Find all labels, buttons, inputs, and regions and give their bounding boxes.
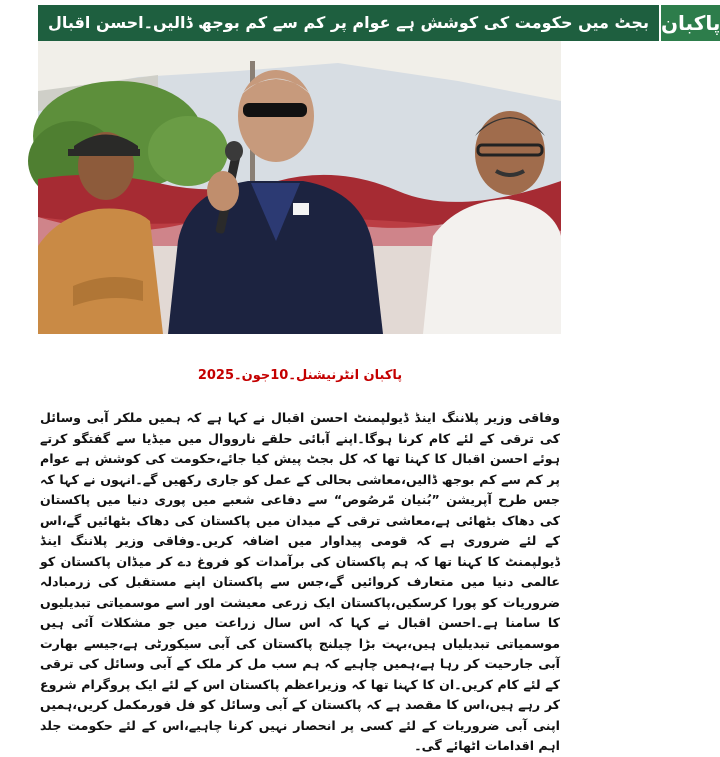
article-paragraph: وفاقی وزیر پلاننگ اینڈ ڈیولپمنٹ احسن اقبال نے کہا ہے کہ ہمیں ملکر آبی وسائل کی ترقی کے لئے کام کرنا ہوگا۔اپنے آبائی حلقے نارووال میں میڈیا سے گفتگو کرتے ہوئے احسن اقبال کا کہنا تھا کہ کل بجٹ پیش کیا جائے،حکومت کی کوشش ہے عوام پر کم سے کم بوجھ ڈالیں،معاشی بحالی کے عمل کو جاری رکھیں گے۔انہوں نے کہا کہ جس طرح آپریشن ”بُنیان مّرصُوص“ سے دفاعی شعبے میں پوری دنیا میں پاکستان کی دھاک بٹھائی ہے،معاشی ترقی کے میدان میں پاکستان کی دھاک بٹھائیں گے،اس کے لئے ضروری ہے کہ قومی پیداوار میں اضافہ کریں۔وفاقی وزیر پلاننگ اینڈ ڈیولپمنٹ کا کہنا تھا کہ ہم پاکستان کی برآمدات کو فروغ دے کر میڈان پاکستان کو عالمی دنیا میں متعارف کروائیں گے،جس سے پاکستان اپنے مستقبل کی زرمبادلہ ضروریات کو پورا کرسکیں،پاکستان ایک زرعی معیشت اور اسے موسمیاتی تبدیلیوں کا سامنا ہے۔احسن اقبال نے کہا کہ اس سال زراعت میں جو مشکلات آئی ہیں موسمیاتی تبدیلیاں ہیں،بہت بڑا چیلنج پاکستان کی آبی سیکورٹی ہے،جیسے بھارت آبی جارحیت کر رہا ہے،ہمیں چاہیے کہ ہم سب مل کر ملک کے آبی وسائل کی ترقی کے لئے کام کریں۔ان کا کہنا تھا کہ وزیراعظم پاکستان اس کے لئے ایک پروگرام شروع کر رہے ہیں،اس کا مقصد ہے کہ پاکستان کے آبی وسائل کو فل فورمکمل کریں،ہمیں اپنی آبی ضروریات کے لئے کسی پر انحصار نہیں کرنا چاہیے،اس کے لئے حکومت جلد اہم اقدامات اٹھائے گی۔ (40, 410, 560, 753)
header-banner (38, 5, 720, 41)
news-photo-illustration (38, 41, 561, 334)
article-body (40, 408, 560, 757)
dateline: پاکبان انٹرنیشنل۔10جون۔2025 (197, 368, 403, 383)
news-photo (38, 41, 561, 334)
brand-logo: پاکبان (659, 5, 720, 41)
headline: بجٹ میں حکومت کی کوشش ہے عوام پر کم سے کم بوجھ ڈالیں۔احسن اقبال (38, 5, 659, 41)
